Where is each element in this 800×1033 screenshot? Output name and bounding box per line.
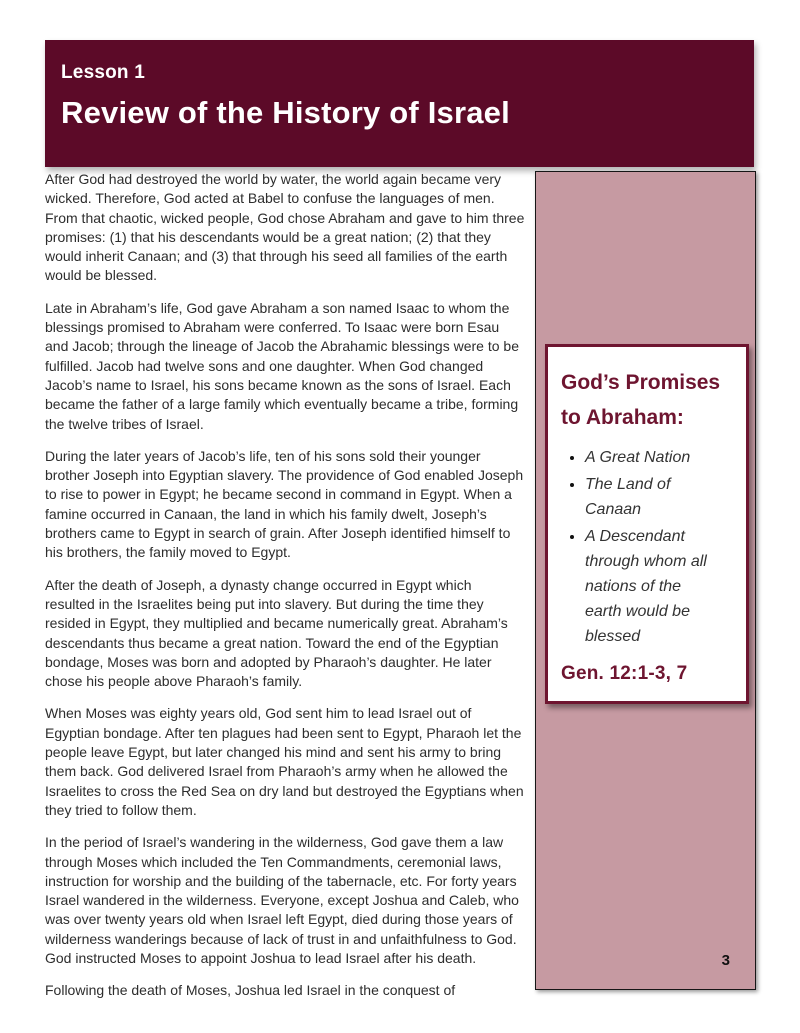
promises-callout-box xyxy=(545,344,749,704)
lesson-header-banner xyxy=(45,40,754,167)
lesson-label: Lesson 1 xyxy=(61,62,145,83)
body-text-column xyxy=(45,170,525,1014)
paragraph-joseph-egypt: During the later years of Jacob’s life, ten of his sons sold their younger brother Joseph into Egyptian slavery. The providence of God enabled Joseph to rise to power in Egypt; he became second in command in Egypt. When a famine occurred in Canaan, the land in which his family dwelt, Joseph’s brothers came to Egypt in search of grain. After Joseph identified himself to his brothers, the family moved to Egypt. xyxy=(45,447,524,561)
page-number: 3 xyxy=(721,952,730,969)
paragraph-exodus-red-sea: When Moses was eighty years old, God sent him to lead Israel out of Egyptian bondage. After ten plagues had been sent to Egypt, Pharaoh let the people leave Egypt, but later changed his mind and sent his army to bring them back. God delivered Israel from Pharaoh’s army when he allowed the Israelites to cross the Red Sea on dry land but destroyed the Egyptians when they tried to follow them. xyxy=(45,705,524,818)
callout-title: God’s Promises to Abraham: xyxy=(561,371,721,429)
paragraph-slavery-moses-birth: After the death of Joseph, a dynasty change occurred in Egypt which resulted in the Israelites being put into slavery. But during the time they resided in Egypt, they multiplied and became numerically great. Abraham’s descendants thus became a great nation. Toward the end of the Egyptian bondage, Moses was born and adopted by Pharaoh’s daughter. He later chose his people above Pharaoh’s family. xyxy=(45,576,508,690)
paragraph-isaac-jacob-tribes: Late in Abraham’s life, God gave Abraham a son named Isaac to whom the blessings promised to Abraham were conferred. To Isaac were born Esau and Jacob; through the lineage of Jacob the Abrahamic blessings were to be fulfilled. Jacob had twelve sons and one daughter. When God changed Jacob’s name to Israel, his sons became known as the sons of Israel. Each became the father of a large family which eventually became a tribe, forming the twelve tribes of Israel. xyxy=(45,299,519,432)
page-title: Review of the History of Israel xyxy=(61,95,510,130)
paragraph-creation-babel-abraham: After God had destroyed the world by water, the world again became very wicked. Therefore, God acted at Babel to confuse the languages of men. From that chaotic, wicked people, God chose Abraham and gave to him three promises: (1) that his descendants would be a great nation; (2) that they would inherit Canaan; and (3) that through his seed all families of the earth would be blessed. xyxy=(45,171,525,284)
promise-item-great-nation: • A Great Nation xyxy=(585,445,720,470)
promise-list xyxy=(561,445,738,649)
promise-item-land-of-canaan: • The Land of Canaan xyxy=(585,472,720,522)
scripture-reference: Gen. 12:1-3, 7 xyxy=(561,663,688,684)
sidebar-panel xyxy=(535,171,756,990)
promise-item-descendant: • A Descendant through whom all nations of the earth would be blessed xyxy=(585,524,720,649)
paragraph-joshua-conquest: Following the death of Moses, Joshua led Israel in the conquest of xyxy=(45,982,456,999)
paragraph-wilderness-wandering: In the period of Israel’s wandering in the wilderness, God gave them a law through Moses which included the Ten Commandments, ceremonial laws, instruction for worship and the building of the tabernacle, etc. For forty years Israel wandered in the wilderness. Everyone, except Joshua and Caleb, who was over twenty years old when Israel left Egypt, died during those years of wilderness wanderings because of lack of trust in and unfaithfulness to God. God instructed Moses to appoint Joshua to lead Israel after his death. xyxy=(45,834,519,966)
